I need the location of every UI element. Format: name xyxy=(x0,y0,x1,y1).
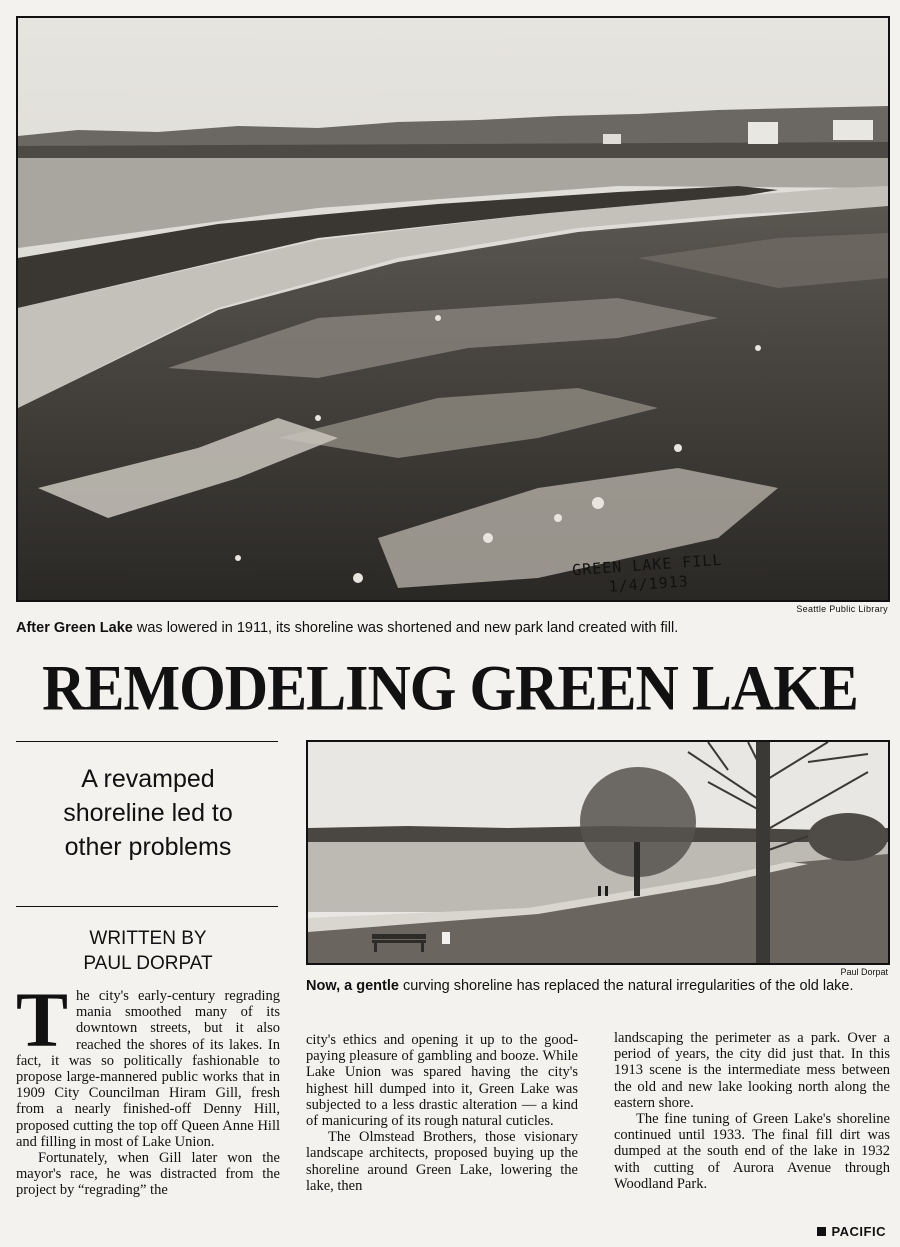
square-bullet-icon xyxy=(817,1227,826,1236)
article-text: he city's early-century regrading mania smoothed many of its downtown streets, but it also reached the shores of its lakes. In fact, it was so politically fashionable to propose large-mannered public works that in 1909 City Councilman Hiram Gill, fresh from a nearly finished-off Denny Hill, proposed cutting the top off Queen Anne Hill and filling in most of Lake Union. xyxy=(16,988,280,1150)
top-photo-illustration xyxy=(18,18,888,600)
article-paragraph xyxy=(16,976,280,1150)
article-column-2 xyxy=(306,1032,578,1194)
article-paragraph: The fine tuning of Green Lake's shoreline continued until 1933. The final fill dirt was dumped at the south end of the lake in 1932 with cutting of Aurora Avenue through Woodland Park. xyxy=(614,1111,890,1192)
byline-author: PAUL DORPAT xyxy=(83,953,213,974)
byline-line-1: WRITTEN BY xyxy=(89,928,207,949)
top-photo-credit: Seattle Public Library xyxy=(796,604,888,614)
bottom-photo-illustration xyxy=(308,742,888,963)
subhead-line-2: shoreline led to xyxy=(63,799,233,827)
photo-annotation-line1: GREEN LAKE FILL xyxy=(571,550,723,580)
bottom-caption-lead: Now, a gentle xyxy=(306,978,399,994)
top-photo-caption xyxy=(16,620,890,636)
bottom-photo-green-lake-now xyxy=(306,740,890,965)
headline: REMODELING GREEN LAKE xyxy=(42,652,858,724)
bottom-caption-rest: curving shoreline has replaced the natural irregularities of the old lake. xyxy=(398,978,854,994)
article-paragraph: city's ethics and opening it up to the good-paying pleasure of gambling and booze. While Lake Union was spared having the city's highest hill dumped into it, Green Lake was subjected to a less drastic alteration — a kind of manicuring of its rough natural cuticles. xyxy=(306,1032,578,1130)
photo-annotation-line2: 1/4/1913 xyxy=(607,572,690,596)
subhead-bottom-rule xyxy=(16,906,278,907)
subhead-line-1: A revamped xyxy=(81,765,215,793)
article-paragraph: landscaping the perimeter as a park. Over a period of years, the city did just that. In this 1913 scene is the intermediate mess between the old and new lake looking north along the eastern shore. xyxy=(614,1030,890,1111)
top-photo-green-lake-fill-1913 xyxy=(16,16,890,602)
byline xyxy=(16,926,280,976)
subhead-line-3: other problems xyxy=(64,833,232,861)
article-paragraph: The Olmstead Brothers, those visionary landscape architects, proposed buying up the shoreline around Green Lake, lowering the lake, then xyxy=(306,1129,578,1194)
bottom-photo-caption xyxy=(306,978,890,995)
article-column-1 xyxy=(16,976,280,1199)
section-footer xyxy=(817,1224,886,1239)
subhead-top-rule xyxy=(16,741,278,742)
top-caption-rest: was lowered in 1911, its shoreline was shortened and new park land created with fill. xyxy=(132,620,679,636)
bottom-photo-credit: Paul Dorpat xyxy=(840,967,888,977)
section-footer-label: PACIFIC xyxy=(831,1224,886,1239)
article-paragraph: Fortunately, when Gill later won the mayor's race, he was distracted from the project by “regrading” the xyxy=(16,1150,280,1199)
top-caption-lead: After Green Lake xyxy=(16,620,133,636)
drop-cap: T xyxy=(16,976,69,1063)
article-column-3 xyxy=(614,1030,890,1192)
subhead xyxy=(16,762,280,864)
